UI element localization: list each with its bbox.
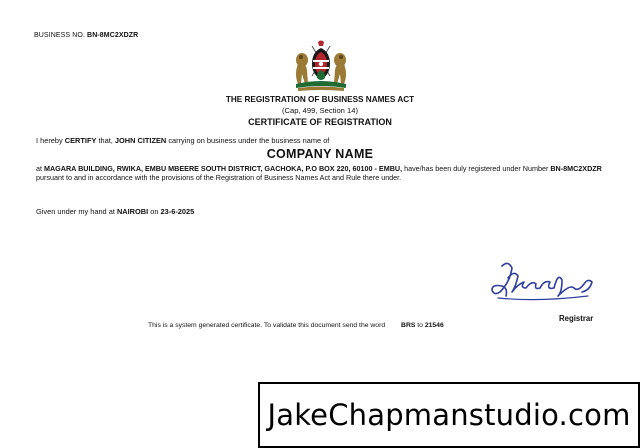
given-lead: Given under my hand at	[36, 207, 115, 216]
validation-code: BRS	[401, 322, 416, 329]
address-text-1: have/has been duly registered under Number	[404, 164, 549, 173]
business-number-label: BUSINESS NO.	[34, 32, 85, 39]
address-text-2: pursuant to and in accordance with the provisions of the Registration of Business Names Act and Rule there under.	[36, 173, 402, 183]
given-place: NAIROBI	[116, 207, 149, 216]
left-lion-icon	[296, 53, 308, 84]
validation-to: to	[417, 322, 423, 329]
given-date: 23-6-2025	[160, 207, 195, 216]
registration-number: BN-8MC2XDZR	[550, 164, 602, 173]
studio-watermark: JakeChapmanstudio.com	[258, 382, 640, 448]
registrar-label: Registrar	[559, 314, 594, 323]
business-address: MAGARA BUILDING, RWIKA, EMBU MBEERE SOUTH DISTRICT, GACHOKA, P.O BOX 220, 60100 - EMBU,	[44, 164, 403, 173]
business-number-line	[34, 32, 138, 39]
company-name: COMPANY NAME	[266, 147, 374, 161]
certify-that: that,	[98, 136, 113, 145]
address-paragraph	[36, 164, 628, 183]
shield-icon	[312, 48, 330, 80]
act-subtitle: (Cap, 499, Section 14)	[282, 106, 358, 115]
act-title: THE REGISTRATION OF BUSINESS NAMES ACT	[225, 95, 415, 104]
validation-number: 21546	[424, 322, 444, 329]
validation-note	[148, 322, 444, 329]
validation-note-text: This is a system generated certificate. To validate this document send the word	[148, 322, 386, 329]
given-on: on	[150, 207, 159, 216]
certify-lead: I hereby	[36, 136, 63, 145]
business-number-value: BN-8MC2XDZR	[87, 32, 139, 39]
given-statement	[36, 207, 194, 216]
certify-statement	[36, 136, 329, 145]
address-at: at	[36, 164, 42, 173]
certify-rest: carrying on business under the business name of	[168, 136, 330, 145]
certify-word: CERTIFY	[64, 136, 97, 145]
registrar-signature	[488, 258, 600, 304]
certificate-title: CERTIFICATE OF REGISTRATION	[248, 117, 392, 127]
coat-of-arms-emblem	[290, 38, 352, 94]
right-lion-icon	[334, 53, 346, 84]
holder-name: JOHN CITIZEN	[114, 136, 167, 145]
